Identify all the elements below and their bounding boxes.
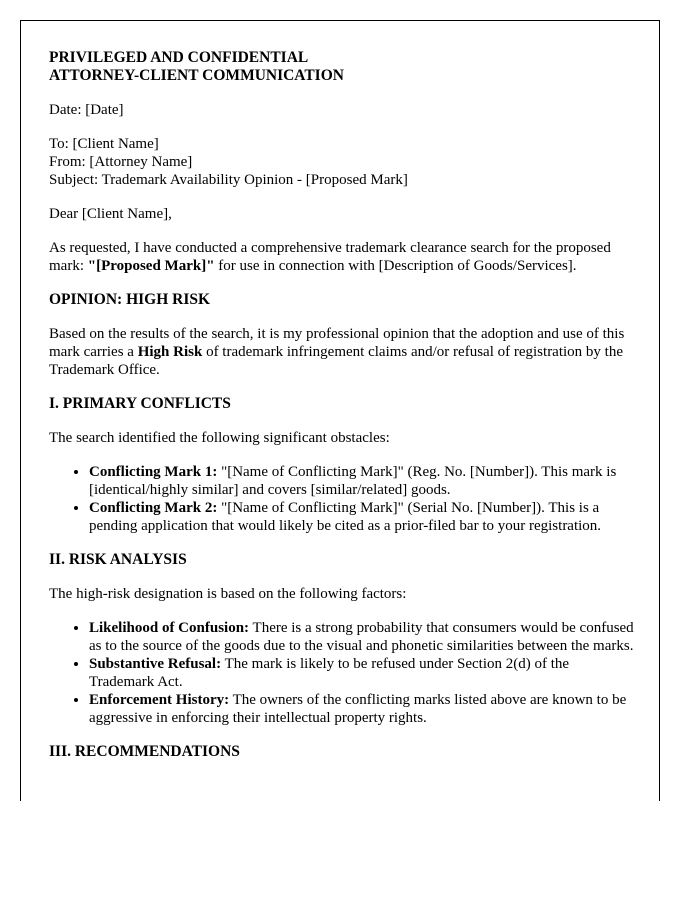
- list-item-text: There is a strong probability that consumers would be confused as to the source of the goods due to the visual and phonetic similarities between the marks.: [89, 620, 634, 654]
- intro-text-before: As requested, I have conducted a comprehensive trademark clearance search for the proposed mark:: [49, 240, 611, 274]
- opinion-text-after: of trademark infringement claims and/or refusal of registration by the Trademark Office.: [49, 344, 624, 378]
- list-item-text: The mark is likely to be refused under Section 2(d) of the Trademark Act.: [89, 656, 570, 690]
- list-item: [89, 655, 635, 691]
- primary-conflicts-heading: I. PRIMARY CONFLICTS: [49, 395, 231, 412]
- document-page: [20, 20, 660, 801]
- list-item: [89, 619, 635, 655]
- to-line: To: [Client Name]: [49, 136, 159, 152]
- risk-analysis-heading: II. RISK ANALYSIS: [49, 551, 187, 568]
- conflicts-list: [49, 463, 635, 535]
- opinion-text-before: Based on the results of the search, it is my professional opinion that the adoption and use of this mark carries a: [49, 326, 625, 360]
- list-item-label: Conflicting Mark 2:: [89, 500, 218, 516]
- date-line: Date: [Date]: [49, 102, 124, 118]
- list-item-text: "[Name of Conflicting Mark]" (Reg. No. [Number]). This mark is [identical/highly similar] and covers [similar/related] goods.: [89, 464, 617, 498]
- list-item: [89, 463, 635, 499]
- risk-analysis-intro: The high-risk designation is based on the following factors:: [49, 586, 407, 602]
- proposed-mark: "[Proposed Mark]": [87, 258, 215, 274]
- list-item: [89, 691, 635, 727]
- header-line-1: PRIVILEGED AND CONFIDENTIAL: [49, 49, 309, 66]
- recommendations-heading: III. RECOMMENDATIONS: [49, 743, 240, 760]
- subject-line: Subject: Trademark Availability Opinion - [Proposed Mark]: [49, 172, 408, 188]
- header-line-2: ATTORNEY-CLIENT COMMUNICATION: [49, 67, 344, 84]
- list-item-text: The owners of the conflicting marks listed above are known to be aggressive in enforcing their intellectual property rights.: [89, 692, 627, 726]
- risk-factors-list: [49, 619, 635, 727]
- list-item-label: Substantive Refusal:: [89, 656, 222, 672]
- risk-level: High Risk: [137, 344, 203, 360]
- intro-paragraph: [49, 239, 635, 275]
- list-item-label: Conflicting Mark 1:: [89, 464, 218, 480]
- primary-conflicts-intro: The search identified the following significant obstacles:: [49, 430, 390, 446]
- memo-block: [49, 135, 635, 189]
- opinion-paragraph: [49, 325, 635, 379]
- intro-text-after: for use in connection with [Description of Goods/Services].: [214, 258, 577, 274]
- salutation: Dear [Client Name],: [49, 206, 172, 222]
- confidentiality-header: [49, 49, 635, 85]
- document-content: [49, 49, 635, 761]
- list-item-label: Enforcement History:: [89, 692, 230, 708]
- list-item-text: "[Name of Conflicting Mark]" (Serial No. [Number]). This is a pending application that would likely be cited as a prior-filed bar to your registration.: [89, 500, 602, 534]
- from-line: From: [Attorney Name]: [49, 154, 193, 170]
- list-item-label: Likelihood of Confusion:: [89, 620, 250, 636]
- opinion-heading: OPINION: HIGH RISK: [49, 291, 211, 308]
- list-item: [89, 499, 635, 535]
